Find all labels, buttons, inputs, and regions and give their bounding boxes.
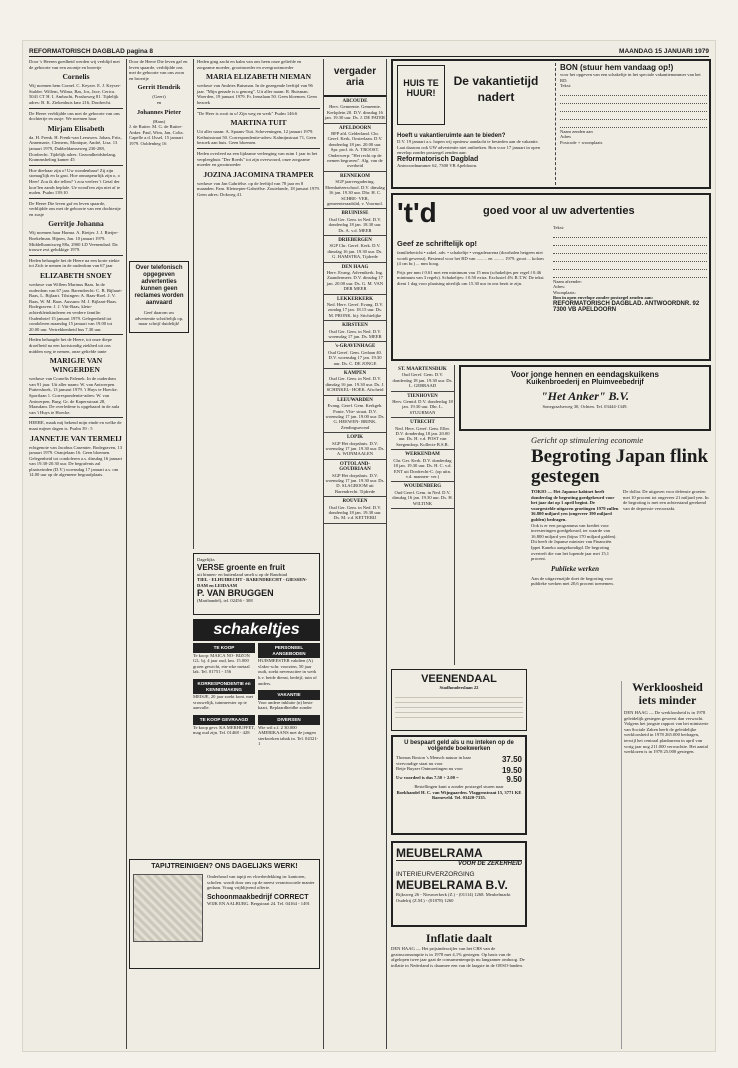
notice-nickname: (Geert) (152, 94, 166, 100)
book-price: 37.50 (501, 755, 522, 764)
veenendaal-title: VEENENDAAL (421, 673, 497, 685)
meeting-details: SGP Het dorpshuis. D.V. woensdag 17 jan. 19.30 uur. Ds. D. SLAGBOOM uit Barendrecht. Tijdrede (325, 472, 385, 494)
article-body: De dollar. De uitgaven voor defensie groeien met 10 procent tot ongeveer 21 miljard yen. In de begroting is met een achterstand gerekend van de depressie veroorzakt. (623, 489, 709, 511)
obituary-details: weduwe van Willem Marinus Baas. In de ouderdom van 67 jaar. Barendrecht: C. B. Bijlaart-Baas, L. Bijlaart. Tilsingen: A. Baas-Roel. J. V. Baas, W. M. Baas. Aussum: M. J. Bijlaart-Baas. Bodegraven: J. J. Vitt-Baas, klein- achterkleinkinderen en verdere familie. Oudenbrief 15 januari 1979. Gelegenheid tot condoleren maandag 15 januari van 19.00 tot 20.00 uur. Vertrekkenheid bus 7.30 uur. (29, 282, 123, 332)
article-body: Ook is er een programma van krediet voor investeringen goedgekeurd, ter waarde van 16.800 miljard yen (bijna 170 miljard gulden). Dit heeft de Japanse minister van Financiën Ippei Kaneko aangekondigd. De begroting overtreft die van het lopende jaar met 15,1 procent. (531, 522, 617, 562)
article-subhead: Publieke werken (550, 564, 600, 573)
rd-form-line[interactable] (553, 263, 707, 270)
ad-company: Schoonmaakbedrijf CORRECT (207, 893, 309, 901)
meeting-entry (324, 172, 386, 209)
obituary-name: MARIA ELIZABETH NIEMAN (205, 72, 311, 82)
classified-text: MEISJE, 20 jaar zoekt kont. met vrouwelijk, tuinmeester op te aanvulle. (193, 694, 254, 711)
rd-ad-options: familiebericht • zakel. adv. • schakeltje • vergaderarena (doorhalen hetgeen niet wordt gewenst). Bestemd voor het RD van ......... en ......... 1979. groot ... kolom (4 cm br.) ... mm hoog. (397, 250, 544, 267)
meeting-entry (391, 450, 454, 482)
poultry-ad (459, 365, 711, 431)
meubelrama-logo: MEUBELRAMA (396, 846, 522, 861)
inflation-article (391, 931, 527, 1049)
promo-body: Geef daarom uw advertentie schriftelijk op, maar schrijf duidelijk! (134, 310, 184, 327)
meeting-entry (324, 263, 386, 295)
meeting-entry (324, 321, 386, 342)
meeting-place: LEKKERKERK (336, 296, 374, 302)
classifieds-left (193, 643, 255, 853)
meeting-entry (324, 396, 386, 433)
veenendaal-ad (391, 669, 527, 731)
promo-title: Over telefonisch opgegeven advertenties kunnen geen reclames worden aanvaard (134, 265, 184, 306)
book-shop: Boekhandel H. C. van Wijngaarden. Vlaggenstraat 15, 3771 KE Barneveld. Tel. 03420-7335. (396, 789, 522, 801)
ad-address: WIJK EN AALBURG. Bergstraat 24. Tel. 04164 - 1491 (207, 900, 310, 906)
meeting-place: APELDOORN (339, 125, 371, 131)
meeting-place: DEN HAAG (341, 264, 369, 270)
meeting-entry (324, 236, 386, 263)
meeting-entry (391, 482, 454, 509)
ad-text: Onderhoud van tapijt en vloerbedekking in: kantoren, scholen. wordt door ons op de meest verantwoorde manier gedaan. Vraag vrijblijvend offerte. (207, 874, 315, 891)
family-notices-col1 (29, 59, 127, 1049)
coupon-line[interactable] (560, 113, 707, 120)
obituary-text: Heden behaagde het de Heere, tot onze diepe droefheid na een kortstondig ziekbed uit ons midden weg te nemen, onze geliefde tante (29, 337, 112, 354)
obituaries-col2 (193, 59, 320, 549)
meeting-details: Ned. Herv. Geref. Evang. D.V. zondag 17 jan. 18.15 uur. Ds. M. PRONK. bij: Stichtelijke (326, 302, 384, 318)
classified-text: Wie wil z.f. 2 30.000 AMERIKAANS met de jongen sterkweken tabak in. Tel. 04321-1 (258, 724, 319, 747)
rd-form-line[interactable] (553, 239, 707, 246)
classified-text: Te koop: MAICA NO- BIZON GL. bj. 4 jaar oud, km. 15.000 groen gewicht, etn-wke metaal lak. Tel. 01751 - 156 (193, 652, 250, 675)
obituary-text: Heden overleed na een lijdzame verlenging van ruim 1 jaar in het verpleeghuis "Der Roeds" tot zijn overwoord, onze zorgzame moeder en grootmoeder (197, 150, 318, 168)
meeting-place: LEEUWARDEN (337, 397, 373, 403)
poultry-address: Sonegraafseweg 30, Ochten. Tel. 03444-1349. (542, 404, 628, 409)
ad-phone: (Marthandel), tel. 02456 - 308 (197, 598, 253, 604)
meeting-details: Evang. Geref. Gem. Kerkgeb. Fonte, Vlie- straat. D.V. woensdag 17 jan. 19.00 uur. Ds. G. HEEWEN- BRINK. Zendingsavond (325, 403, 385, 430)
meeting-details: Oud Geref. Gem. D.V. donderdag 18 jan. 19.30 uur. Ds. L. GEBRAAD (392, 372, 453, 389)
vacation-ad (391, 59, 711, 189)
meeting-details: Oud Ger. Gem. in Ned. D.V. dinsdag 16 jan. 19.30 uur. Ds. J. SCHINKEL- HOEK. Afscheid (325, 376, 385, 393)
article-body: DEN HAAG — De werkloosheid is in 1978 geleidelijk gestegen geweest dan verwacht. Volgens het jongste rapport van het ministerie van Sociale Zaken heeft de geleidelijke werkloosheid in 1978 265.000 bedragen, terwijl het centraal planbureau in april van vorig jaar nog 211.000 verwachtte. Het aantal werklozen is in 1978 25.000 gestegen. (624, 710, 709, 755)
vacation-body: D.V. 19 januari a.s. hopen wij opnieuw aandacht te besteden aan de vakantie. Laat daarom ook UW advertentie niet ontbreken. Bon voor 17 januari in open envelop zonder postzegel zenden aan: (397, 139, 540, 156)
ad-company: P. VAN BRUGGEN (197, 588, 274, 599)
notice-details: da. H. Frenk. H. Frenk-van Leeuwen. Johan, Frits, Annemarie, Clemens, Monique, André, Lisa. 13 januari 1979, Dubbeldamseweg 230-288, Dordrecht. Tijdelijk adres: Gezondheidsbelang, Krammsbeling kamer 45 (29, 134, 122, 163)
obituary-details: weduwe van Jan Gabriëlse. op de leeftijd van 78 jaar en 8 maanden. Fam. Kleinepier-Gabriëlse. Zoutelande, 18 januari 1979. Geen adres: Dokweg 41. (197, 180, 320, 197)
meeting-place: KIRSTEEN (342, 323, 368, 329)
rd-form-line[interactable] (553, 271, 707, 278)
rd-form-line[interactable] (553, 247, 707, 254)
meeting-entry (391, 392, 454, 419)
coupon-name-label: Naam zenden aan (560, 128, 593, 134)
coupon-line[interactable] (560, 97, 707, 104)
obituary-name: JOZINA JACOMINA TRAMPER (203, 169, 314, 179)
rd-logo: 't'd (397, 197, 437, 228)
poultry-subtitle: Kuikenbroederij en Pluimveebedrijf (526, 379, 644, 386)
notice-name: Johannes Pieter (136, 108, 182, 116)
poultry-headline: Voor jonge hennen en eendagskuikens (511, 370, 659, 379)
notice-nickname: (Hans) (152, 118, 166, 124)
classified-text: Te koop gevr. KA MERHUFFET, mag oud zijn. Tel. 01468 - 428 (193, 724, 255, 736)
obituary-details: echtgenote van Jacobus Casemier. Bodegraven, 13 januari 1979. Oranjelaan 16. Geen bloemen. Gelegenheid tot condoleren a.s. dinsdag 16 januari van 19.30-20.30 uur. De begrafenis zal plaatsvinden (D.V.) woensdag 17 januari a.s. om 14.00 uur op de algemene begraafplaats. (29, 444, 123, 478)
vergaderaria-logo (324, 59, 386, 97)
book-price: 9.50 (506, 775, 522, 785)
meeting-place: TIENHOVEN (407, 393, 438, 399)
classified-text: HUISMEESTER vakdien (A) vlakw-schr. voorzien, 50 jaar oudt, zoekt nevenacitee in werk b.v. beide dienst, bedrijf, tuin of anders. (258, 658, 317, 686)
meeting-entry (391, 418, 454, 450)
section-te-koop: TE KOOP (193, 643, 255, 653)
meeting-details: Ned. Herv. Geref. Gem. Eller. D.V. donderdag 18 jan. 20.00 uur. Ds. H. v.d. POST van Seegendorp. Kollecte B.S.R. (395, 425, 450, 447)
notice-text: Door 's Heeren goedheid werden wij verblijd met de geboorte van een zoontje en broertje (29, 59, 120, 70)
vergaderaria-col (323, 59, 387, 1049)
vacation-coupon (555, 63, 707, 185)
veenendaal-address: Stadhouderslaan 22 (439, 685, 479, 690)
meeting-details: Herv. Gemtd. D.V. donderdag 18 jan. 19.30 uur. Dhr. L. STUURMAN (392, 399, 453, 415)
meeting-entry (324, 342, 386, 369)
vacation-address: Antwoordnummer 62, 7300 VB Apeldoorn. (397, 162, 478, 168)
meeting-place: KAMPEN (343, 371, 367, 377)
coupon-title: BON (stuur hem vandaag op!) (560, 63, 674, 72)
obituary-name: MARTINA TUIT (230, 118, 287, 128)
ad-text: uit binnen- en buitenland smelt u op de Randstad (197, 571, 288, 577)
obituary-text: Heden ging zacht en kalm van ons heen onze geliefde en zorgzame moeder, grootmoeder en overgrootmoeder (197, 59, 302, 70)
rd-ad-pricing: Prijs per mm f 0.61 met een minimum van 15 mm (schakeltjes per regel f 0.46 minimum van 3 regels). Schakeltjes: f 0.50 extra. Exclusief 4% B.T.W. De tekst dient 1 dag voor plaatsing uiterlijk om 15.30 uur in ons bezit te zijn. (397, 269, 544, 286)
meeting-details: Oud Geref. Gem. in Ned. D.V. dinsdag 16 jan. 19.30 uur. Ds. H. WILTINK (392, 489, 453, 506)
meeting-place: LOPIK (346, 435, 364, 441)
meeting-entry (391, 365, 454, 392)
obituary-details: Uit aller naam: A. Spaans-Tuit. Scheveningen, 12 januari 1979. Kethuisstraat 50. Correspondentie-adres: Kalmijnstraat 71, Geen bezoek aan huis. Geen bloemen. (197, 129, 317, 146)
article-lead: TOKIO — Het Japanse kabinet heeft donderdag de begroting goedgekeurd voor het jaar dat op 1 april begint. De voorgestelde uitgaven groeiingen 1979 zullen 36.800 miljard yen (ongeveer 390 miljard gulden) bedragen. (531, 489, 619, 522)
notice-name: Cornelis (62, 72, 90, 82)
book-headline: U bespaart geld als u nu inteken op de volgende boekwerken (404, 740, 514, 752)
section-vakantie: VAKANTIE (258, 690, 320, 700)
classified-text: Voor andere inkluite (n) beste kaart, Beplaardheidbe zonder (258, 699, 313, 711)
meubelrama-label: INTERIEURVERZORGING (396, 871, 475, 878)
notice-details: J. de Ruiter. M. G. de Ruiter-Anker. Paul, Wim, Jan, Colia. Capelle a.d. IJssel, 15 januari 1979. Ooldenheg 16 (129, 124, 184, 146)
meeting-details: Chr. Ger. Kerk. D.V. donderdag 18 jan. 19.30 uur. Ds. H. C. v.d. ENT uit Dordrecht-C. (op uitn. v.d. mannen- ver.) (393, 457, 452, 479)
coupon-line[interactable] (560, 89, 707, 96)
meubelrama-address: Rijksweg 26 - Nieuwerkerk (Z.) - (01114) 1268. Meubelmarkt Oudelrij (Z.M.) - (01878) 1260 (396, 892, 511, 903)
birth-notice-col (129, 59, 189, 259)
meeting-entry (324, 209, 386, 236)
newspaper-page (22, 40, 716, 1052)
psalm-quote: "De Heer is rooit in u! Zijn weg en werk" Psalm 146:6 (197, 110, 298, 116)
coupon-line[interactable] (560, 121, 707, 128)
meeting-entry (324, 295, 386, 322)
obituary-name: MARIGJE VAN WINGERDEN (49, 356, 103, 375)
meeting-entry (324, 369, 386, 396)
meeting-entry (324, 497, 386, 524)
meeting-place: BRUINISSE (341, 211, 369, 217)
classifieds-banner: schakeltjes (193, 619, 320, 641)
meeting-place: WOUDENBERG (403, 484, 442, 490)
section-te-koop-gevraagd: TE KOOP GEVRAAGD (193, 715, 255, 725)
page-header (29, 45, 709, 57)
notice-details: Wij noemen hem Cornel. C. Keyzer. E. J. Keyser-Stalder. Willem, Wilma, Bas, Jos, Jace, Cerica. 5041 CT H. I. Ambacht, Prashoweg 81. Tijdelijk adres: B. K. Ziekenhuis kmr 216, Dordrecht. (29, 83, 121, 105)
meeting-details: Oud Ger. Gem. in Ned. D.V. woensdag 17 jan. Ds. MEER (328, 328, 382, 340)
notice-name: Mirjam Elisabeth (47, 123, 105, 133)
notice-details: Wij noemen haar Harma. A. Rietjer. J. J. Rietjer-Boekelman. Hijnen, Jan. 10 januari 1979. Middelharnisweg 88a, 2900 LD Veenendaal. Da trouwe zwt gelukkige 1979. (29, 230, 119, 253)
meeting-entry (324, 97, 386, 124)
notice-name: Gerrit Hendrik (137, 84, 181, 92)
meeting-details: BFP afd. Gelderland. Chr. Geref. Kerk, Oosterlaan. D.V. donderdag 18 jan. 20.00 uur. Spr. prof. dr. A. TROOST. Onderwerp: "Het recht op de nemen begraven". Alg. van de overheid (327, 131, 383, 169)
meubelrama-ad (391, 841, 527, 927)
meeting-place: WERKENDAM (405, 452, 440, 458)
poultry-company: "Het Anker" B.V. (540, 389, 629, 403)
notice-text: De Heere Die leven gaf en leven spaarde, verblijdde ons met de geboorte van een dochtertje en zusje (29, 200, 121, 217)
coupon-subtitle: voor het opgeven van een schakeltje in het speciale vakantienummer van het RD. (560, 72, 701, 83)
notice-and: en (156, 99, 162, 105)
article-headline: Werkloosheid iets minder (632, 681, 703, 707)
meeting-details: Oud Ger. Gem. in Ned. D.V. donderdag 18 jan. 18.30 uur. Ds. A. v.d. MEER (328, 216, 382, 233)
book-savings: Uw voordeel is dus 7.50 + 2.00 = (396, 775, 459, 781)
psalm-quote: HEERE, maak mij bekend mijn einde en welke de maat mijner dagen is. Psalm 39 : 5 (29, 420, 122, 431)
ad-headline: VERSE groente en fruit (197, 562, 286, 572)
phone-ad-promo (129, 261, 189, 333)
obituary-details: weduwe van Cornelis Palenek. In de ouderdom van 91 jaar. Uit aller naam: W. van Antwerpen. Puttershoek, 13 januari 1979. 'i Huys te Hoecke. Sportlaan 1. Correspondentie-adres: W. van Antwerpen, Burg. Gr. de Kapersstraat 28, Maasdam. De overledene is opgebaard in de aula van 't Huys te Hoecke. (29, 376, 120, 415)
rd-form-line[interactable] (553, 231, 707, 238)
meeting-place: ABCOUDE (342, 99, 368, 104)
rd-ad-headline: goed voor al uw advertenties (483, 205, 635, 217)
coupon-postcode-label: Postcode + woonplaats (560, 139, 603, 145)
meeting-place: OTTOLAND-GOUDRIAAN (339, 461, 371, 473)
vergaderaria-title: vergader aria (333, 66, 377, 88)
header-left: REFORMATORISCH DAGBLAD pagina 8 (29, 48, 153, 55)
carpet-cleaning-ad (129, 859, 320, 969)
classifieds-right (258, 643, 320, 853)
article-body: Aan de uitgavenzijde doet de begroting voor publieke werken met 20,6 procent toenemen. (531, 575, 614, 587)
book-item: Betje Buyzer Ontmoetingen nu voor (396, 766, 463, 772)
ad-locations: TIEL - ELHUIBECHT - BARENDRECHT - GIESSEN- DAM en LEIDAAM (197, 577, 308, 588)
cleaning-photo (133, 874, 203, 942)
obituary-name: ELIZABETH SNOEY (40, 271, 112, 281)
vacation-headline: De vakantietijd nadert (453, 74, 539, 104)
meeting-details: Herv. Gemeente. Gemeente. Kerkplein 20. D.V. dinsdag 16 jan. 19.30 uur. Ds. J. DE PATER (325, 104, 385, 121)
meeting-details: SGP Het dorpshuis. D.V. woensdag 17 jan. 19.30 uur. Ds. A. WIJNMAALEN (325, 440, 385, 457)
obituary-name: JANNETJE VAN TERMEIJ (30, 433, 122, 443)
ad-headline: TAPIJTREINIGEN? ONS DAGELIJKS WERK! (151, 863, 298, 870)
obituary-details: weduwe van Andries Buisman. In de gezegende leeftijd van 96 jaar. "Mijn genade is u genoeg". Uit aller naam: R. Buisman. Woerden, 19 januari 1979. Fr. Irenalaan 50. Geen bloemen. Geen bezoek (197, 83, 317, 105)
meeting-details: Herv. Evang. Adventkerk. Ing. Zaandermeer. D.V. dinsdag 17 jan. 20.00 uur. Ds. G. M. VAN DER MEER (326, 269, 384, 292)
article-headline: Inflatie daalt (425, 931, 493, 945)
unemployment-article (621, 681, 711, 1049)
vacation-question: Hoeft u vakantieruimte aan te bieden? (397, 133, 506, 139)
book-ad (391, 735, 527, 835)
meeting-details: SGP jaarvergadering. Ebenhaëzerschool. D.V. dinsdag 16 jan. 19.30 uur. Dhr. H. C. SCHRE- VER, gemeenteraadslid, v. Voormol. (325, 179, 385, 206)
meeting-entry (324, 124, 386, 172)
ad-label: Dagelijks (197, 557, 215, 562)
meeting-entry (324, 460, 386, 497)
meeting-place: 's-GRAVENHAGE (334, 344, 376, 350)
notice-text: Door de Heere Die leven gaf en leven spaarde, verblijdde ons met de geboorte van ons zoon en broertje (129, 59, 188, 81)
rd-text-label: Tekst: (553, 225, 565, 230)
obituary-text: Heden behaagde het de Heere na een korte ziekte tot Zich te nemen in de ouderdom van 67 jaar (29, 257, 120, 269)
header-right: MAANDAG 15 JANUARI 1979 (619, 48, 709, 55)
meubelrama-tagline: VOOR DE ZEKERHEID (457, 861, 522, 867)
rd-advertising-ad (391, 193, 711, 361)
psalm-quote: Hoe dierbaar zijn o! Uw wondenbaar! Zij zijn stomag'lijk en la gast. Hoe onnaspeurlijk zijn o, o Heer! Zou ik die tellen? 't zou veeleer 't Getal der korr'len zands beplale. Ue wond'ren zijn niet af te malen. Psalm 139:10 (29, 167, 121, 196)
vegetables-ad (193, 553, 320, 615)
house-sign: HUIS TE HUUR! (397, 65, 445, 125)
meeting-place: ST. MAARTENSDIJK (398, 367, 447, 372)
rd-form-line[interactable] (553, 255, 707, 262)
coupon-line[interactable] (560, 105, 707, 112)
rd-address-label: Adres: (553, 284, 566, 290)
book-price: 19.50 (501, 766, 522, 776)
rd-city-label: Woonplaats: (553, 289, 576, 295)
meeting-details: Oud Ger. Gem. in Ned. D.V. donderdag 18 jan. 19.30 uur. Ds. M. v.d. KETTERIJ (328, 504, 382, 521)
article-kicker: Gericht op stimulering economie (531, 435, 644, 445)
article-body: DEN HAAG — Het prijsindexcijfer van het CBS van de gezinsconsumptie is in 1978 met 4,1% gestegen. Op basis van de afgelopen twee jaar gaat de consumentenprijs nu langzamer omhoog. De inflatie in Nederland is daarmee een van de laagste in de OESO-landen. (391, 946, 525, 968)
rd-send-label: Bon in open envelope zonder postzegel zenden aan: (553, 295, 654, 301)
meetings-list (324, 97, 386, 524)
meeting-place: ROUVEEN (342, 499, 368, 505)
book-note: Bestellingen kunt u zonder postzegel sturen naar (414, 784, 504, 790)
notice-name: Gerritje Johanna (48, 219, 104, 229)
section-korrespondentie: KORRESPONDENTIE en KENNISMAKING (193, 679, 255, 694)
rd-ad-tagline: Geef ze schriftelijk op! (397, 239, 478, 248)
rd-send-address: REFORMATORISCH DAGBLAD. ANTWOORDNR. 92 7300 VB APELDOORN (553, 300, 700, 313)
article-headline: Begroting Japan flink gestegen (531, 446, 709, 487)
meetings-list-2 (391, 365, 455, 665)
section-personeel: PERSONEEL AANGEBODEN (258, 643, 320, 658)
meeting-place: DRIEBERGEN (338, 237, 372, 243)
meeting-place: RENNEKOM (340, 173, 370, 179)
meeting-details: Oud Geref. Gem. Gedaan 40. D.V. woensdag 17 jan. 19.30 uur. Ds. C. DE JONGE (328, 349, 382, 366)
vacation-org: Reformatorisch Dagblad (397, 155, 479, 163)
rd-name-label: Naam afzender: (553, 278, 583, 284)
meeting-details: SGP Chr. Geref. Kerk. D.V. dinsdag 16 jan. 19.30 uur. Ds. G. HAMSTRA, Tijdrede (327, 243, 383, 260)
meubelrama-company: MEUBELRAMA B.V. (396, 878, 508, 892)
meeting-entry (324, 433, 386, 460)
section-diversen: DIVERSEN (258, 715, 320, 725)
notice-text: De Heere verblijdde ons met de geboorte van ons dochtertje en zusje. We noemen haar (29, 110, 120, 122)
coupon-address-label: Adres (560, 134, 571, 140)
meeting-place: UTRECHT (410, 420, 435, 426)
book-item: Thomas Boston 's Mensch natuur in haar viervoudige staat nu voor (396, 755, 472, 766)
coupon-text-label: Tekst: (560, 83, 572, 89)
